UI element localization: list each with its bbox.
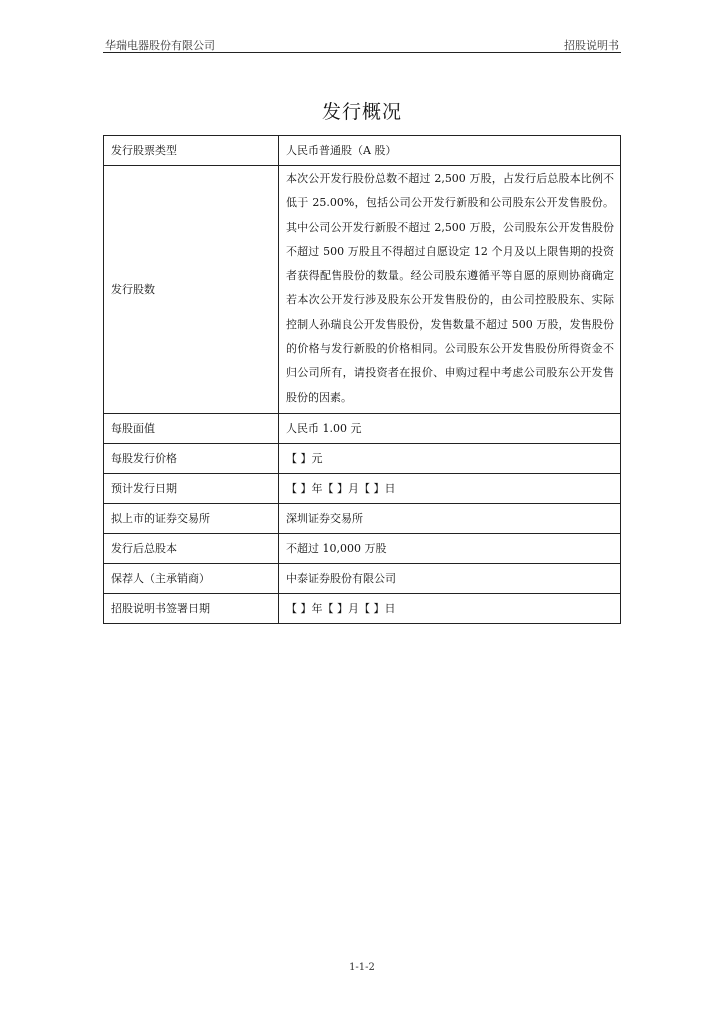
- table-row: [104, 136, 621, 166]
- table-row: [104, 443, 621, 473]
- table-row: [104, 533, 621, 563]
- row-label: 发行股数: [104, 166, 279, 414]
- table-row: [104, 563, 621, 593]
- offering-overview-table: [103, 135, 621, 624]
- table-row: [104, 413, 621, 443]
- row-label: 预计发行日期: [104, 473, 279, 503]
- row-label: 发行后总股本: [104, 533, 279, 563]
- row-label: 拟上市的证券交易所: [104, 503, 279, 533]
- page-title: 发行概况: [321, 101, 402, 123]
- page-number: 1-1-2: [349, 962, 375, 973]
- header-doc-type: 招股说明书: [564, 39, 619, 52]
- header-rule: [103, 52, 621, 53]
- row-value: 深圳证券交易所: [279, 503, 621, 533]
- row-value: 本次公开发行股份总数不超过 2,500 万股，占发行后总股本比例不低于 25.00%，包括公司公开发行新股和公司股东公开发售股份。其中公司公开发行新股不超过 2,500 万股，公司股东公开发售股份不超过 500 万股且不得超过自愿设定 12 个月及以上限售期的投资者获得配售股份的数量。经公司股东遵循平等自愿的原则协商确定若本次公开发行涉及股东公开发售股份的，由公司控股股东、实际控制人孙瑞良公开发售股份，发售数量不超过 500 万股，发售股份的价格与发行新股的价格相同。公司股东公开发售股份所得资金不归公司所有，请投资者在报价、申购过程中考虑公司股东公开发售股份的因素。: [286, 172, 614, 404]
- row-value: 人民币普通股（A 股）: [279, 136, 621, 166]
- table-row: [104, 166, 621, 414]
- header-company: 华瑞电器股份有限公司: [105, 39, 215, 52]
- row-value: 中泰证券股份有限公司: [279, 563, 621, 593]
- row-label: 保荐人（主承销商）: [104, 563, 279, 593]
- row-label: 发行股票类型: [104, 136, 279, 166]
- row-label: 招股说明书签署日期: [104, 593, 279, 623]
- table-row: [104, 473, 621, 503]
- row-value: 【 】元: [279, 443, 621, 473]
- row-value: 不超过 10,000 万股: [279, 533, 621, 563]
- table-row: [104, 503, 621, 533]
- row-value: 【 】年【 】月【 】日: [279, 473, 621, 503]
- row-value: 人民币 1.00 元: [279, 413, 621, 443]
- row-value: 【 】年【 】月【 】日: [279, 593, 621, 623]
- table-row: [104, 593, 621, 623]
- row-label: 每股发行价格: [104, 443, 279, 473]
- row-label: 每股面值: [104, 413, 279, 443]
